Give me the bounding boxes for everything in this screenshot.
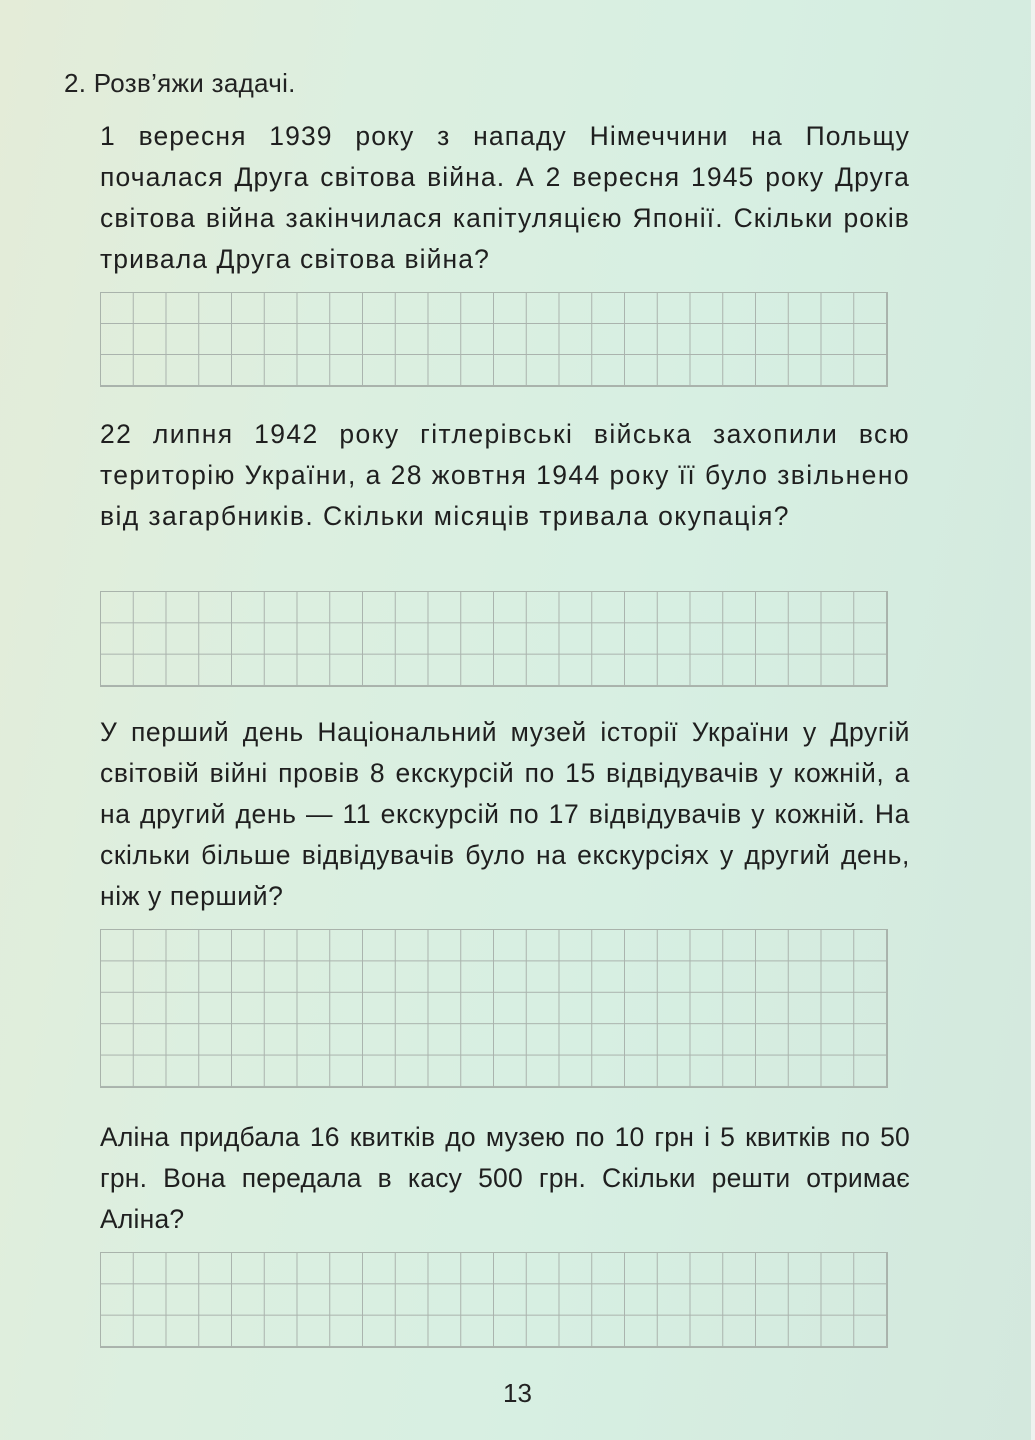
task-heading: 2. Розв’яжи задачі. xyxy=(64,68,296,98)
answer-grid-1[interactable] xyxy=(100,292,888,387)
problem-4-text: Аліна придбала 16 квитків до музею по 10 грн і 5 квитків по 50 грн. Вона передала в касу 500 грн. Скільки решти отримає Аліна? xyxy=(100,1122,910,1234)
page-number: 13 xyxy=(503,1378,532,1408)
answer-grid-3[interactable] xyxy=(100,929,888,1088)
problem-1-text: 1 вересня 1939 року з нападу Німеччини на Польщу почалася Друга світова війна. А 2 вересня 1945 року Друга світова війна закінчилася капітуляцією Японії. Скільки років тривала Друга світова війна? xyxy=(100,121,910,274)
problem-3-text: У перший день Національний музей історії України у Другій світовій війні провів 8 екскурсій по 15 відвідувачів у кожній, а на другий день — 11 екскурсій по 17 відвідувачів у кожній. На скільки більше відвідувачів було на екскурсіях у другий день, ніж у перший? xyxy=(100,717,910,911)
answer-grid-4[interactable] xyxy=(100,1252,888,1348)
answer-grid-2[interactable] xyxy=(100,591,888,687)
problem-2-text: 22 липня 1942 року гітлерівські війська захопили всю територію України, а 28 жовтня 1944 року її було звільнено від загарбників. Скільки місяців тривала окупація? xyxy=(100,419,910,531)
page-edge xyxy=(1031,0,1035,1440)
